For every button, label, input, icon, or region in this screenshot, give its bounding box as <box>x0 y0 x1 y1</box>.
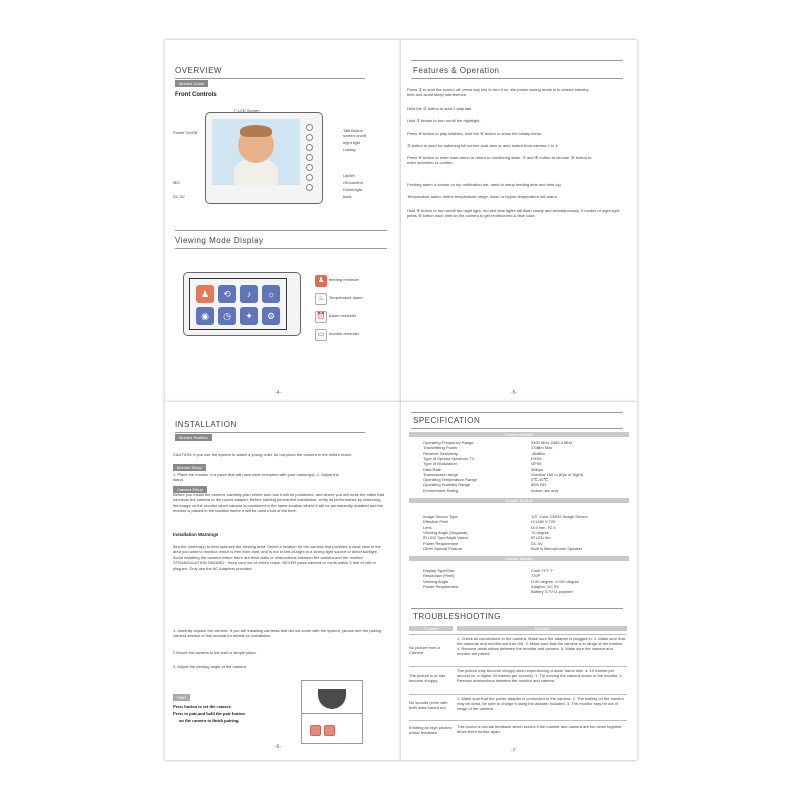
mode-label-monitor: monitor reminder <box>329 331 360 336</box>
manual-page-4 <box>165 40 401 402</box>
callout-talk: Talk Button <box>343 128 363 133</box>
spec-label: Transmitting Power <box>423 445 458 451</box>
specification-title: SPECIFICATION <box>413 416 481 425</box>
page-number: -4- <box>275 390 282 396</box>
feature-line-8: Temperature alarm: define temperature range, lower or higher temperature will alarm. <box>407 194 558 199</box>
spec-row <box>423 488 623 493</box>
spec-row <box>423 519 623 524</box>
ts-problem: Emitting an high pitched noise/ feedback <box>409 725 452 735</box>
mode-label-temperature: Temperature alarm <box>329 295 363 300</box>
troubleshooting-title: TROUBLESHOOTING <box>413 612 501 621</box>
spec-value: 3Mbps <box>531 466 544 472</box>
spec-row <box>423 541 623 546</box>
loop-tile-icon: ⟲ <box>218 285 236 303</box>
monitor-module-header: Monitor Module <box>409 498 629 503</box>
spec-label: Viewing Angle (Diagonal) <box>423 529 468 535</box>
spec-value: H:90 degree, V:100 degree <box>531 578 580 584</box>
ts-problem: No picture from a Camera <box>409 645 440 655</box>
menu-screen <box>189 278 287 330</box>
manual-page-6 <box>165 402 401 760</box>
spec-row <box>423 514 623 519</box>
pair-line-3: on the camera to finish pairing. <box>179 718 240 723</box>
spec-label: Viewing Angle <box>423 578 449 584</box>
pair-line-1: Press button to set the camera <box>173 704 231 709</box>
spec-label: Type of Spread Spectrum TX <box>423 455 475 461</box>
pair-line-2: Press to pair,and hold the pair button <box>173 711 245 716</box>
callout-lcd: 7" LCD Screen <box>233 108 260 113</box>
spec-value: GFSK <box>531 461 542 467</box>
spec-row <box>423 482 623 487</box>
ts-row <box>409 720 627 743</box>
spec-row <box>423 477 623 482</box>
volume-tile-icon: ♪ <box>240 285 258 303</box>
overview-title: OVERVIEW <box>175 66 222 75</box>
callout-dc: DC 5V <box>173 194 185 199</box>
monitor-display-header: Monitor Display <box>409 556 629 561</box>
spec-row <box>423 530 623 535</box>
brightness-tile-icon: ☼ <box>262 285 280 303</box>
callout-night: night light <box>343 140 361 145</box>
features-title: Features & Operation <box>413 66 500 75</box>
light-tile-icon: ✦ <box>240 307 258 325</box>
spec-row <box>423 525 623 530</box>
spec-row <box>423 584 623 589</box>
installation-warnings-heading: Installation Warnings <box>173 532 219 537</box>
feature-line-2: Hold the ② button to start 2-way talk. <box>407 106 473 111</box>
spec-label: Data Rate <box>423 466 442 472</box>
callout-screen-off: screen on/off <box>343 133 367 138</box>
section-divider <box>175 230 387 231</box>
spec-value: Color TFT 7" <box>531 568 554 573</box>
callout-power: Power On/Off <box>173 130 198 135</box>
feature-line-6: Press ⑥ button to enter main menu or return to monitoring state. ⑦ and ⑧ button to choose. ⑥ button to enter submenu or confirm. <box>407 155 592 166</box>
spec-label: Power Requirement <box>423 540 459 546</box>
title-divider <box>175 78 365 79</box>
monitor-position-tag: Monitor Position <box>175 434 212 441</box>
spec-row <box>423 546 623 551</box>
mode-label-feeding: feeding reminder <box>329 277 360 282</box>
spec-value: IR LED 5m <box>531 535 551 541</box>
feeding-reminder-icon: ♟ <box>315 275 327 287</box>
spec-label: Operating Frequency Range <box>423 440 474 445</box>
feature-line-9: Hold ⑨ button to turn on/off the night light, red and blue lights will flash slowly and simultaneously. 5 modes of night light: press ⑨ button each time on the camera to get red/blue/red & blue color. <box>407 208 621 219</box>
callout-lullaby: Lullaby <box>343 147 356 152</box>
spec-row <box>423 568 623 573</box>
spec-label: IR LED Type/Night Vision <box>423 535 468 541</box>
spec-value: 1/3" Color CMOS Image Sensor <box>531 514 588 519</box>
spec-value: Battery 3.7V Li-polymer <box>531 589 573 595</box>
spec-row <box>423 445 623 450</box>
front-controls-heading: Front Controls <box>175 92 217 98</box>
viewing-mode-title: Viewing Mode Display <box>175 236 264 245</box>
spec-label: Image Sensor Type <box>423 514 458 519</box>
section-divider <box>411 60 623 61</box>
installation-title: INSTALLATION <box>175 420 237 429</box>
spec-value: f3.6 mm, F2.0 <box>531 524 556 530</box>
monitor-setup-tag: Monitor Setup <box>173 464 206 471</box>
spec-value: 0℃-40℃ <box>531 477 548 483</box>
spec-label: Receiver Sensitivity <box>423 450 458 456</box>
ts-problem-header: Problem <box>409 626 453 631</box>
spec-row <box>423 535 623 540</box>
page-number: -5- <box>511 390 518 396</box>
spec-value: FHSS <box>531 455 542 461</box>
feature-line-3: Hold ③ button to turn on/off the nightlight. <box>407 118 481 123</box>
viewing-mode-monitor <box>183 272 301 336</box>
spec-label: Effective Pixel <box>423 519 449 525</box>
spec-value: -86dBm <box>531 450 546 456</box>
section-divider <box>411 78 623 79</box>
ts-problem: The picture is or has become choppy <box>409 673 446 683</box>
manual-page-5 <box>401 40 637 402</box>
pairing-illustration <box>301 680 363 744</box>
spec-label: Operating Humidity Range <box>423 482 471 488</box>
callout-down: Down/right <box>343 187 363 192</box>
monitor-front-illustration <box>205 112 323 204</box>
callout-ok: OK/confirm <box>343 180 364 185</box>
spec-value: Outdoor 150 m (Eye of Sight) <box>531 471 584 477</box>
callout-up: Up/left <box>343 173 355 178</box>
spec-row <box>423 573 623 578</box>
section-divider <box>175 248 387 249</box>
ts-row <box>409 694 627 719</box>
install-step-2: 2.Mount the camera to the wall or simple place. <box>173 650 257 655</box>
install-step-1: 1. carefully unpack the camera. If you are installing cameras that did not come with the system, please see the pairing camera section of this manual for details on installation. <box>173 628 382 639</box>
lcd-screen <box>212 119 300 185</box>
manual-page-7 <box>401 402 637 760</box>
camera-module-header: Camera Module <box>409 432 629 437</box>
spec-row <box>423 467 623 472</box>
camera-setup-text: Before you install the camera, carefully plan where and how it will be positioned, and where you will route the cable that connects the camera to the power adapter. Before starting permanent installation, verify its performance by observing the image on the monitor when camera is positioned in the same location where it will be permanently installed and the monitor is placed in the location where it will be used most of the time. <box>173 492 385 514</box>
spec-value: Adaptor: DC 5V <box>531 583 560 589</box>
monitor-reminder-icon: ▭ <box>315 329 327 341</box>
ts-row <box>409 666 627 693</box>
pair-button-icon <box>310 725 321 736</box>
feature-line-1: Press ① to shut the screen off, press any key to turn it on, the power saving mode is to extend standby time and avoid sleep interference. <box>407 87 589 98</box>
callout-back: back <box>343 194 352 199</box>
temperature-alarm-icon: ♨ <box>315 293 327 305</box>
ts-row <box>409 634 627 665</box>
spec-value: DC 5V <box>531 540 543 546</box>
feeding-tile-icon: ♟ <box>196 285 214 303</box>
spec-value: 2400 MHz-2483.5 MHz <box>531 440 573 445</box>
camera-dome-icon <box>318 689 346 709</box>
clock-tile-icon: ◷ <box>218 307 236 325</box>
spec-row <box>423 451 623 456</box>
callout-mic: MIC <box>173 180 181 185</box>
monitor-buttons <box>306 121 313 194</box>
spec-label: Environment Rating <box>423 487 459 493</box>
spec-row <box>423 456 623 461</box>
spec-row <box>423 579 623 584</box>
monitor-guide-tag: Monitor Guide <box>175 80 208 87</box>
spec-row <box>423 461 623 466</box>
monitor-setup-text: 1. Place the monitor in a place that will have clear reception with your camera(s). 2. Adjust the stand. <box>173 472 339 483</box>
feature-line-5: ⑤ button is used for switching full screen dual view or auto switch from camera 1 to 4. <box>407 143 559 148</box>
ts-problem: No sounds (even with both units turned on) <box>409 700 448 710</box>
section-divider <box>411 608 623 609</box>
pair-tag: PAIR <box>173 694 190 701</box>
spec-label: Power Requirement <box>423 583 459 589</box>
spec-value: H:1280 V:720 <box>531 519 556 525</box>
menu-button-icon <box>324 725 335 736</box>
camera-tile-icon: ◉ <box>196 307 214 325</box>
spec-value: 85% RH <box>531 482 546 488</box>
camera-setup-tag: Camera Setup <box>173 486 207 493</box>
spec-value: 70 degree <box>531 529 550 535</box>
mode-label-alarm: Alarm reminder <box>329 313 357 318</box>
settings-tile-icon: ⚙ <box>262 307 280 325</box>
ts-solution: 1. Make sure that the power adapter is connected to the camera. 2. The battery on the monitor may be dead, be sure to charge it using the adapter included. 3. The monitor may be out of range of the camera. <box>457 696 624 711</box>
page-number: -6- <box>275 744 282 750</box>
spec-label: Other Special Feature <box>423 545 463 551</box>
ts-solution: 1. Check all connections to the camera. Make sure the adapter is plugged in. 2. Make sure that the cameras and monitor are turn ON. 3. Make sure that the camera is in range of the monitor. 4. Remove obstructions between the monitor and camera. 5. Make sure the camera and monitor are paired. <box>457 636 625 656</box>
section-divider <box>411 428 623 429</box>
spec-value: Indoor use only <box>531 487 559 493</box>
feature-line-4: Press ④ button to play lullabies, hold the ④ button to show the lullaby menu. <box>407 131 543 136</box>
installation-warnings-text: Aim the camera(s) to best optimize the viewing area. Select a location for the camera that provides a clear view of the area you want to monitor, which is free from dust, and is not in line-of-sight to a strong light source or direct sunlight. Avoid installing the camera where there are thick walls or obstructions between the camera and the monitor. STRANGULATION HAZARD : Keep cord out of child's reach. NEVER place camera or cords within 3 feet of crib or playpen. Only use the AC Adapters provided. <box>173 544 381 571</box>
feature-line-7: Feeding alarm is shown on top notification bar, need to setup feeding time and time log. <box>407 182 562 187</box>
install-step-3: 3. Adjust the viewing angle of the camera. <box>173 664 248 669</box>
title-divider <box>175 432 365 433</box>
spec-label: Transmission range <box>423 471 458 477</box>
spec-label: Type of Modulation <box>423 461 457 467</box>
section-divider <box>411 412 623 413</box>
spec-label: Display Type/Size <box>423 568 455 573</box>
spec-value: 17dBm Max <box>531 445 553 451</box>
ts-solution: This sound is normal feedback which occurs if the monitor and camera are too close together. Move them further apart. <box>457 724 623 734</box>
alarm-reminder-icon: ⏰ <box>315 311 327 323</box>
spec-value: 720P <box>531 573 541 579</box>
spec-label: Resolution (Pixel) <box>423 573 455 579</box>
spec-value: Built in Microphone/ Speaker <box>531 545 583 551</box>
spec-row <box>423 440 623 445</box>
spec-label: Operating Temperature Range <box>423 477 477 483</box>
spec-label: Lens <box>423 524 432 530</box>
ts-solution-header: Solution <box>457 626 627 631</box>
ts-solution: The picture may become choppy when experiencing a lower frame rate. a. 10 frames per second vs. a higher 20 frames per second). 1. Try moving the camera closer to the monitor. 2. Remove obstructions between the monitor and camera. <box>457 668 623 683</box>
caution-text: CAUTION: If you use the system to watch a young child, do not place the camera in the child's reach. <box>173 452 353 457</box>
page-number: -7- <box>511 748 518 754</box>
spec-row <box>423 589 623 594</box>
spec-row <box>423 472 623 477</box>
